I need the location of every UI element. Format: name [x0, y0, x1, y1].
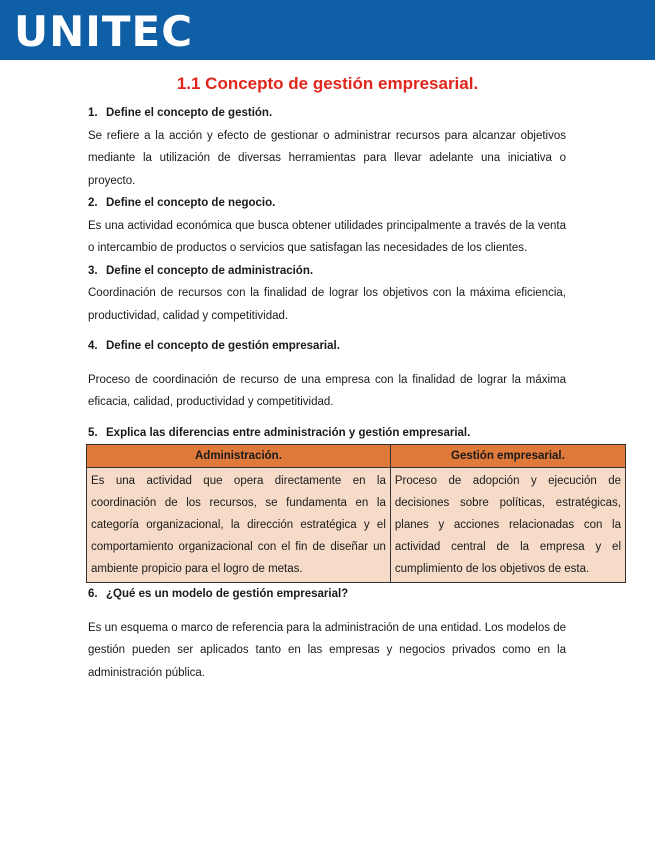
question-2: 2. Define el concepto de negocio. [88, 197, 276, 209]
unitec-logo: UNITEC [14, 7, 194, 56]
question-5: 5. Explica las diferencias entre administración y gestión empresarial. [88, 426, 471, 439]
question-3: 3. Define el concepto de administración. [88, 264, 314, 277]
page-title: 1.1 Concepto de gestión empresarial. [176, 74, 479, 93]
answer-6: Es un esquema o marco de referencia para la administración de una entidad. Los modelos de gestión pueden ser aplicados tanto en las empresas y negocios privados como en la administración pública. [88, 621, 566, 679]
table-header-gestion: Gestión empresarial. [390, 445, 625, 468]
answer-1: Se refiere a la acción y efecto de gestionar o administrar recursos para alcanzar objetivos mediante la utilización de diversas herramientas para llevar adelante una iniciativa o proyecto. [88, 129, 566, 187]
question-1: 1. Define el concepto de gestión. [88, 107, 273, 119]
answer-2: Es una actividad económica que busca obtener utilidades principalmente a través de la venta o intercambio de productos o servicios que satisfagan las necesidades de los clientes. [88, 219, 566, 254]
header-banner [0, 0, 655, 60]
table-header-administracion: Administración. [87, 445, 391, 468]
table-cell-administracion: Es una actividad que opera directamente en la coordinación de los recursos, se fundamenta en la categoría organizacional, la dirección estratégica y el comportamiento organizacional con el fin de diseñar un ambiente propicio para el logro de metas. [87, 468, 391, 583]
question-6: 6. ¿Qué es un modelo de gestión empresarial? [88, 588, 349, 600]
table-cell-gestion: Proceso de adopción y ejecución de decisiones sobre políticas, estratégicas, planes y acciones relacionadas con la actividad central de la empresa y el cumplimiento de los objetivos de esta. [390, 468, 625, 583]
document-body [88, 102, 621, 684]
comparison-table [86, 444, 626, 583]
answer-3: Coordinación de recursos con la finalidad de lograr los objetivos con la máxima eficiencia, productividad, calidad y competitividad. [88, 287, 566, 322]
question-4: 4. Define el concepto de gestión empresarial. [88, 340, 340, 352]
answer-4: Proceso de coordinación de recurso de una empresa con la finalidad de lograr la máxima eficacia, calidad, productividad y competitividad. [88, 373, 566, 408]
